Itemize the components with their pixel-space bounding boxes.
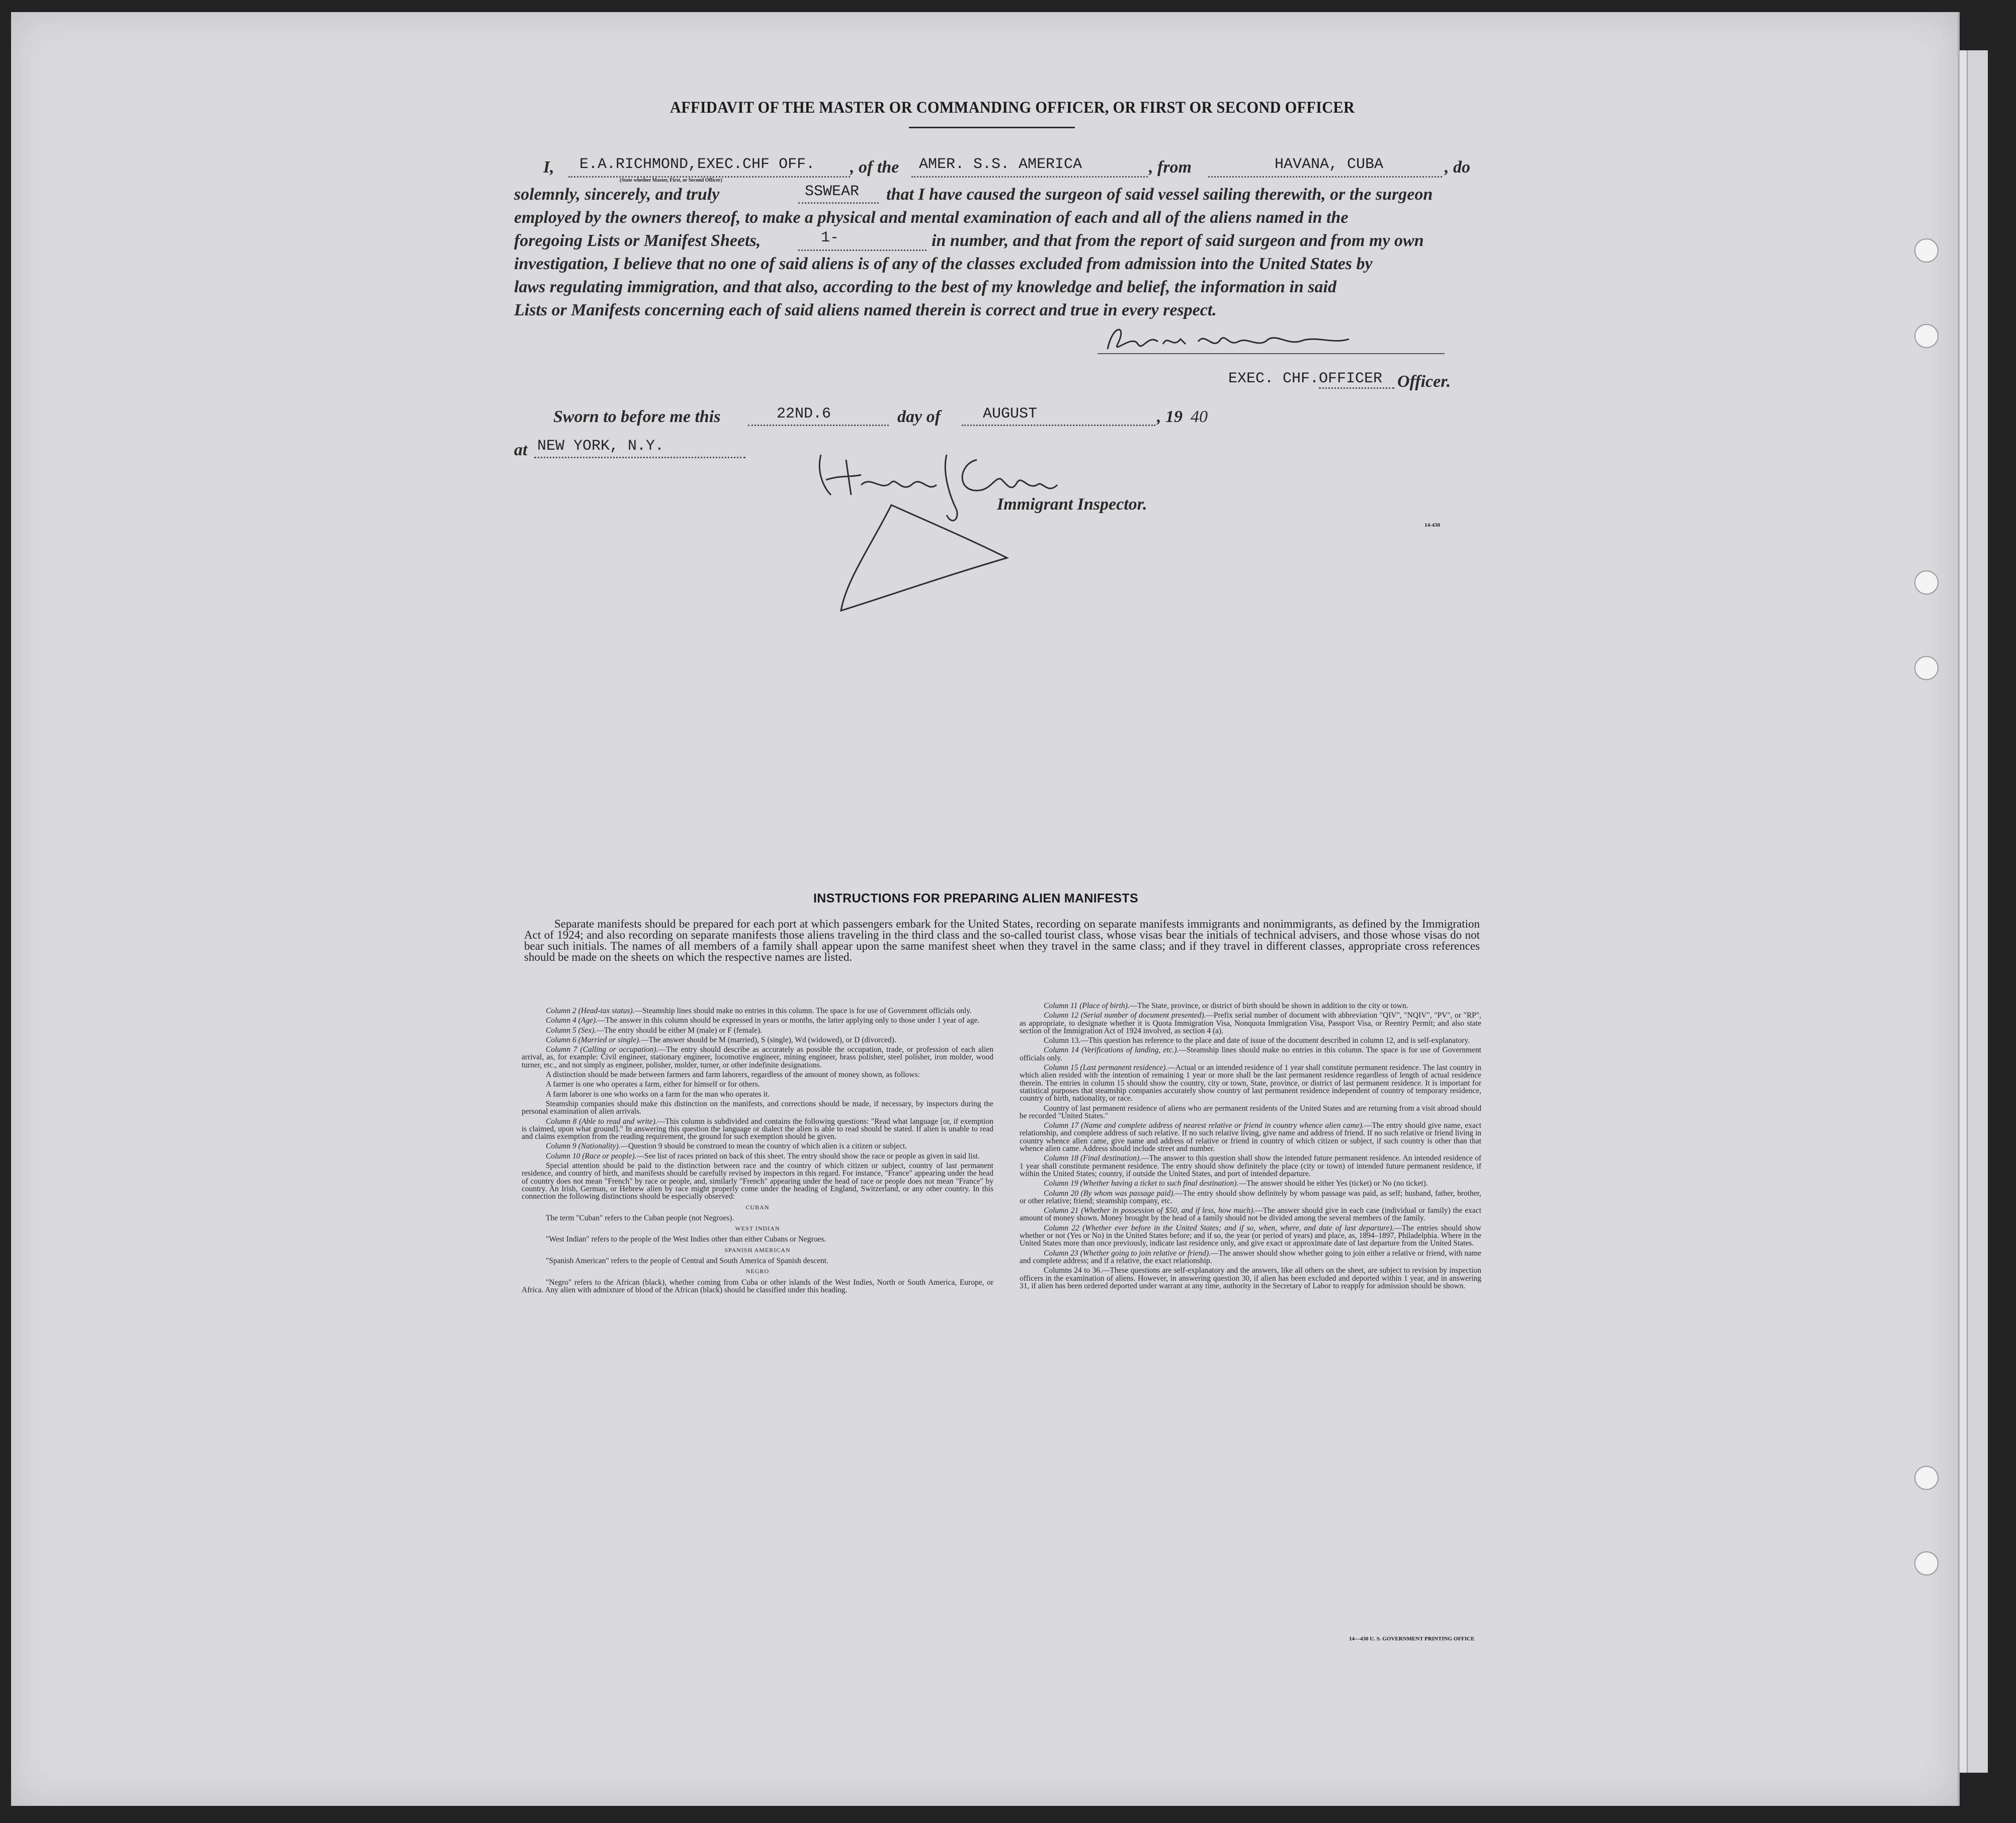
punch-hole-icon bbox=[1914, 238, 1939, 263]
col24-36-item: Columns 24 to 36.—These questions are self-explanatory and the answers, like all others on the sheet, are subject to revision by inspection officers in the examination of aliens. However, in answering question 30, if alien has been excluded and deported within 1 year, and in answering 31, if alien has been ordered deported under warrant at any time, authority in the Secretary of Labor to reapply for admission should be shown. bbox=[1020, 1266, 1481, 1290]
sworn-year-field: 40 bbox=[1191, 407, 1208, 426]
year-prefix: , 19 bbox=[1157, 407, 1183, 426]
origin-field: HAVANA, CUBA bbox=[1275, 156, 1384, 173]
punch-hole-icon bbox=[1914, 570, 1939, 595]
line2-pre: solemnly, sincerely, and truly bbox=[514, 185, 720, 204]
line4-pre: foregoing Lists or Manifest Sheets, bbox=[514, 231, 761, 250]
col23-item: Column 23 (Whether going to join relative or friend).—The answer should show whether going to join either a relative or friend, with name and complete address; and if a relative, the exact relationship. bbox=[1020, 1249, 1481, 1265]
instructions-right-column bbox=[1020, 1002, 1481, 1292]
officer-suffix: Officer. bbox=[1397, 372, 1451, 391]
steamship-paragraph: Steamship companies should make this distinction on the manifests, and corrections should be made, if necessary, by inspectors during the personal examination of alien arrivals. bbox=[522, 1099, 993, 1116]
sworn-day-field: 22ND.6 bbox=[777, 405, 831, 423]
at-label: at bbox=[514, 441, 528, 459]
col5-item: Column 5 (Sex).—The entry should be either M (male) or F (female). bbox=[546, 1026, 762, 1035]
col12-item: Column 12 (Serial number of document presented).—Prefix serial number of document with abbreviation "QIV", "NQIV", "PV", or "RP", as appropriate, to designate whether it is Quota Immigration Visa, Nonquota Immigration Visa, Passport Visa, or Reentry Permit; and also state section of the Immigration Act of 1924 involved, as section 4 (a). bbox=[1020, 1011, 1481, 1035]
oath-underline bbox=[798, 202, 879, 204]
line2-post: that I have caused the surgeon of said vessel sailing therewith, or the surgeon bbox=[886, 185, 1433, 204]
col17-item: Column 17 (Name and complete address of nearest relative or friend in country whence alien came).—The entry should give name, exact relationship, and complete address of such relative. If no such relative living, give name and address of friend. If no such relative or friend living in country whence alien came, give name and address of relative or friend in country of which citizen or subject, if such country is other than that whence alien came. Address should include street and number. bbox=[1020, 1121, 1482, 1153]
line6: laws regulating immigration, and that also, according to the best of my knowledge and belief, the information in said bbox=[514, 278, 1336, 296]
col7-item: Column 7 (Calling or occupation).—The entry should describe as accurately as possible the occupation, trade, or profession of each alien arrival, as, for example: Civil engineer, stationary engineer, locomotive engineer, mining engineer, brass polisher, steel polisher, iron molder, wood turner, etc., and not simply as engineer, polisher, molder, turner, or other indefinite designations. bbox=[522, 1045, 993, 1069]
special-paragraph: Special attention should be paid to the distinction between race and the country of which citizen or subject, country of last permanent residence, and country of birth, and manifests should be carefully revised by inspectors in this regard. For instance, "France" appearing under the head of country does not mean "French" by race or people, and, similarly "French" appearing under the head of race or people does not mean "France" by country. An Irish, German, or Hebrew alien by race might properly come under the heading of England, Switzerland, or any other country. In this connection the following distinctions should be especially observed: bbox=[522, 1162, 993, 1201]
country-paragraph: Country of last permanent residence of aliens who are permanent residents of the United States and are returning from a visit abroad should be recorded "United States." bbox=[1020, 1104, 1481, 1120]
col22-item: Column 22 (Whether ever before in the United States; and if so, when, where, and date of last departure).—The entries should show whether or not (Yes or No) in the United States before; and if so, the year (or period of years) and place, as, 1894–1897, Philadelphia. Where in the United States more than once previously, indicate last residence only, and give exact or approximate date of last departure from the United States. bbox=[1020, 1223, 1481, 1248]
state-note: (State whether Master, First, or Second Officer) bbox=[620, 178, 722, 183]
col20-item: Column 20 (By whom was passage paid).—The entry should show definitely by whom passage was paid, as self; husband, father, brother, or other relative; friend; steamship company, etc. bbox=[1020, 1189, 1481, 1205]
cuban-paragraph: The term "Cuban" refers to the Cuban people (not Negroes). bbox=[546, 1213, 734, 1222]
west-indian-paragraph: "West Indian" refers to the people of the West Indies other than either Cubans or Negroes. bbox=[546, 1235, 826, 1244]
col21-item: Column 21 (Whether in possession of $50, and if less, how much).—The answer should give in each case (individual or family) the exact amount of money shown. Money brought by the head of a family should not be divided among the several members of the family. bbox=[1020, 1206, 1481, 1223]
spanish-american-heading: SPANISH AMERICAN bbox=[724, 1246, 791, 1254]
col2-item: Column 2 (Head-tax status).—Steamship lines should make no entries in this column. The space is for use of Government officials only. bbox=[546, 1007, 972, 1015]
line7: Lists or Manifests concerning each of said aliens named therein is correct and true in every respect. bbox=[514, 301, 1217, 319]
col15-item: Column 15 (Last permanent residence).—Actual or an intended residence of 1 year shall constitute permanent residence. The last country in which alien resided with the intention of remaining 1 year or more shall be the last permanent residence regardless of length of actual residence therein. The entries in column 15 should show the country, city or town, State, province, or district of last permanent residence. It is important for statistical purposes that steamship companies accurately show country of last permanent residence independent of country of temporary residence, country of birth, nationality, or race. bbox=[1020, 1063, 1481, 1103]
instructions-left-column bbox=[522, 1007, 993, 1296]
form-code: 14-430 bbox=[1424, 522, 1441, 528]
sworn-month-underline bbox=[962, 425, 1155, 426]
officer-signature bbox=[1098, 314, 1359, 364]
distinction-paragraph: A distinction should be made between farmers and farm laborers, regardless of the amount of money shown, as follows: bbox=[546, 1070, 920, 1080]
col18-item: Column 18 (Final destination).—The answer to this question shall show the intended future permanent residence. An intended residence of 1 year shall constitute permanent residence. The entry should show definitely the place (city or town) of intended future permanent residence, if within the United States; country, if outside the United States, and port of intended departure. bbox=[1020, 1154, 1481, 1178]
page-stack-edge-inner bbox=[1967, 50, 1988, 1773]
do-label: , do bbox=[1445, 158, 1470, 177]
line4-post: in number, and that from the report of said surgeon and from my own bbox=[932, 231, 1424, 250]
punch-hole-icon bbox=[1914, 1466, 1939, 1490]
affidavit-title: AFFIDAVIT OF THE MASTER OR COMMANDING OFFICER, OR FIRST OR SECOND OFFICER bbox=[670, 99, 1355, 117]
col8-item: Column 8 (Able to read and write).—This column is subdivided and contains the following questions: "Read what language [or, if exemption is claimed, upon what ground]." In answering this question the language or dialect the alien is able to read should be stated. If alien is unable to read and claims exemption from the reading requirement, the ground for such exemption should be given. bbox=[522, 1117, 993, 1141]
place-underline bbox=[534, 457, 745, 458]
negro-heading: NEGRO bbox=[745, 1268, 770, 1275]
line5: investigation, I believe that no one of said aliens is of any of the classes excluded from admission into the United States by bbox=[514, 255, 1373, 273]
inspector-signature bbox=[806, 445, 1087, 636]
inspector-title: Immigrant Inspector. bbox=[997, 495, 1147, 514]
negro-paragraph: "Negro" refers to the African (black), whether coming from Cuba or other islands of the West Indies, North or South America, Europe, or Africa. Any alien with admixture of blood of the African (black) should be classified under this heading. bbox=[522, 1278, 993, 1294]
sworn-pre: Sworn to before me this bbox=[553, 407, 721, 426]
vessel-underline bbox=[911, 176, 1148, 178]
laborer-paragraph: A farm laborer is one who works on a farm for the man who operates it. bbox=[546, 1090, 770, 1099]
place-field: NEW YORK, N.Y. bbox=[537, 438, 664, 455]
origin-underline bbox=[1208, 176, 1442, 178]
instructions-intro: Separate manifests should be prepared for each port at which passengers embark for the United States, recording on separate manifests immigrants and nonimmigrants, as defined by the Immigration Act of 1924; and also recording on separate manifests those aliens traveling in the third class and the so-called tourist class, whose visas bear the initials of technical advisers, and those whose visas do not bear such initials. The names of all members of a family shall appear upon the same manifest sheet when they travel in the same class; and if they travel in different classes, appropriate cross references should be made on the sheets on which the respective names are listed. bbox=[524, 918, 1480, 963]
vessel-field: AMER. S.S. AMERICA bbox=[919, 156, 1082, 173]
west-indian-heading: WEST INDIAN bbox=[735, 1225, 780, 1232]
col19-item: Column 19 (Whether having a ticket to such final destination).—The answer should be either Yes (ticket) or No (no ticket). bbox=[1044, 1179, 1428, 1188]
punch-hole-icon bbox=[1914, 656, 1939, 680]
printing-office-footer: 14—430 U. S. GOVERNMENT PRINTING OFFICE bbox=[1349, 1636, 1475, 1642]
line3: employed by the owners thereof, to make a physical and mental examination of each and all of the aliens named in the bbox=[514, 208, 1349, 227]
day-of-label: day of bbox=[897, 407, 941, 426]
officer-title-field: EXEC. CHF.OFFICER bbox=[1228, 370, 1383, 387]
signature-line bbox=[1098, 353, 1445, 354]
punch-hole-icon bbox=[1914, 1551, 1939, 1576]
cuban-heading: CUBAN bbox=[745, 1203, 770, 1211]
sheet-count-field: 1- bbox=[821, 229, 839, 246]
document-page bbox=[11, 12, 1960, 1806]
col14-item: Column 14 (Verifications of landing, etc.).—Steamship lines should make no entries in this column. The space is for use of Government officials only. bbox=[1020, 1046, 1481, 1062]
spanish-american-paragraph: "Spanish American" refers to the people of Central and South America of Spanish descent. bbox=[546, 1257, 828, 1266]
col10-item: Column 10 (Race or people).—See list of races printed on back of this sheet. The entry should show the race or people as given in said list. bbox=[546, 1151, 980, 1161]
sworn-month-field: AUGUST bbox=[983, 405, 1038, 423]
col4-item: Column 4 (Age).—The answer in this column should be expressed in years or months, the latter applying only to those under 1 year of age. bbox=[546, 1016, 980, 1025]
officer-title-underline bbox=[1319, 387, 1394, 389]
col6-item: Column 6 (Married or single).—The answer should be M (married), S (single), Wd (widowed), or D (divorced). bbox=[546, 1035, 896, 1044]
instructions-title: INSTRUCTIONS FOR PREPARING ALIEN MANIFESTS bbox=[813, 891, 1138, 905]
col11-item: Column 11 (Place of birth).—The State, province, or district of birth should be shown in addition to the city or town. bbox=[1044, 1002, 1408, 1010]
punch-hole-icon bbox=[1914, 324, 1939, 348]
col9-item: Column 9 (Nationality).—Question 9 should be construed to mean the country of which alien is a citizen or subject. bbox=[546, 1142, 907, 1151]
oath-field: SSWEAR bbox=[805, 183, 860, 200]
sheet-count-underline bbox=[798, 250, 927, 251]
i-label: I, bbox=[543, 158, 554, 177]
of-the-label: , of the bbox=[850, 158, 899, 177]
from-label: , from bbox=[1149, 158, 1192, 177]
col13-item: Column 13.—This question has reference to the place and date of issue of the document described in column 12, and is self-explanatory. bbox=[1044, 1036, 1470, 1045]
title-rule bbox=[909, 127, 1075, 128]
officer-name-field: E.A.RICHMOND,EXEC.CHF OFF. bbox=[579, 156, 815, 173]
farmer-paragraph: A farmer is one who operates a farm, either for himself or for others. bbox=[546, 1080, 760, 1089]
sworn-day-underline bbox=[748, 425, 889, 426]
